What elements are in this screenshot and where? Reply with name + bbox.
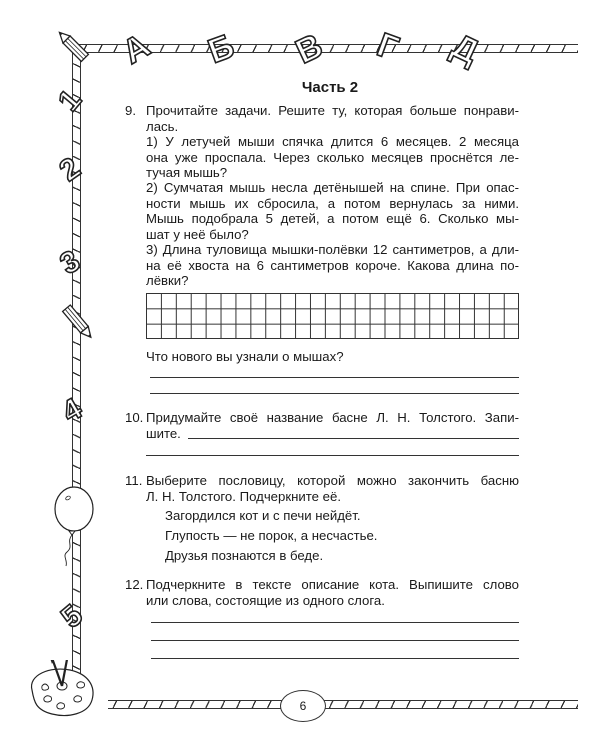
task-9-problem-3 [146, 242, 519, 289]
text-line: Придумайте своё название басне Л. Н. Толстого. Запи- [146, 410, 519, 425]
text-line: Мышь подобрала 5 детей, а потом ещё 6. Сколько мы- [146, 211, 519, 226]
decorative-digit-1: 1 [51, 83, 88, 118]
text-line: на её хвоста на 6 сантиметров короче. Какова длина по- [146, 257, 519, 273]
decorative-letter-g: Г [372, 25, 404, 69]
decorative-letter-v: В [290, 26, 329, 72]
text-line: 2) Сумчатая мышь несла детёнышей на спине. При опас- [146, 180, 519, 195]
text-line: Прочитайте задачи. Решите ту, которая больше понрави- [146, 103, 519, 118]
text-line: 1) У летучей мыши спячка длится 6 месяцев. 2 месяца [146, 134, 519, 149]
left-border-rope [72, 50, 81, 690]
text-line: лёвки? [146, 273, 189, 288]
proverb-options [165, 506, 519, 566]
proverb-option[interactable]: Глупость — не порок, а несчастье. [165, 528, 378, 543]
answer-line[interactable] [151, 622, 519, 623]
task-9-prompt [146, 103, 519, 134]
answer-line[interactable] [150, 393, 519, 394]
task-9-number: 9. [125, 103, 136, 118]
decorative-digit-4: 4 [56, 392, 88, 430]
text-line: или слова, состоящие из одного слога. [146, 592, 385, 608]
task-12-prompt [146, 577, 519, 608]
decorative-letter-d: Д [446, 26, 485, 72]
answer-line[interactable] [151, 658, 519, 659]
decorative-letter-b: Б [203, 26, 240, 72]
pencil-icon [58, 30, 92, 66]
task-11-number: 11. [125, 473, 143, 488]
text-line: она уже проспала. Через сколько месяцев проснётся ле- [146, 149, 519, 165]
text-line: тучая мышь? [146, 165, 228, 180]
answer-line[interactable] [146, 455, 519, 456]
answer-grid[interactable] [146, 293, 519, 339]
decorative-digit-3: 3 [54, 244, 86, 282]
decorative-digit-5: 5 [55, 598, 90, 635]
text-line: ности мышь их сбросила, а потом вернулась за ними. [146, 195, 519, 211]
page-title: Часть 2 [301, 79, 359, 96]
page-number [280, 690, 326, 722]
palette-icon [22, 660, 102, 720]
text-line: шат у неё было? [146, 226, 249, 242]
task-10-number: 10. [125, 410, 144, 425]
task-9-problem-1 [146, 134, 519, 181]
answer-line[interactable] [151, 640, 519, 641]
decorative-digit-2: 2 [53, 151, 87, 188]
page-number-text: 6 [299, 699, 307, 713]
text-line: лась. [146, 118, 179, 134]
pencil-icon [58, 300, 98, 344]
proverb-option[interactable]: Друзья познаются в беде. [165, 548, 324, 563]
answer-line[interactable] [150, 377, 519, 378]
text-line: Л. Н. Толстого. Подчеркните её. [146, 488, 341, 504]
decorative-letter-a: А [116, 26, 157, 72]
text-line: Выберите пословицу, которой можно закончить басню [146, 473, 519, 488]
text-line: 3) Длина туловища мышки-полёвки 12 сантиметров, а дли- [146, 242, 519, 257]
text-line: Подчеркните в тексте описание кота. Выпишите слово [146, 577, 519, 592]
task-9-followup: Что нового вы узнали о мышах? [146, 349, 344, 364]
task-10-prompt [146, 410, 519, 441]
text-line: шите. [146, 425, 181, 441]
task-11-prompt [146, 473, 519, 504]
answer-line[interactable] [188, 438, 519, 439]
bottom-border-rope [108, 700, 578, 709]
balloon-icon [52, 484, 96, 574]
task-9-problem-2 [146, 180, 519, 242]
task-12-number: 12. [125, 577, 144, 592]
proverb-option[interactable]: Загордился кот и с печи нейдёт. [165, 508, 361, 523]
